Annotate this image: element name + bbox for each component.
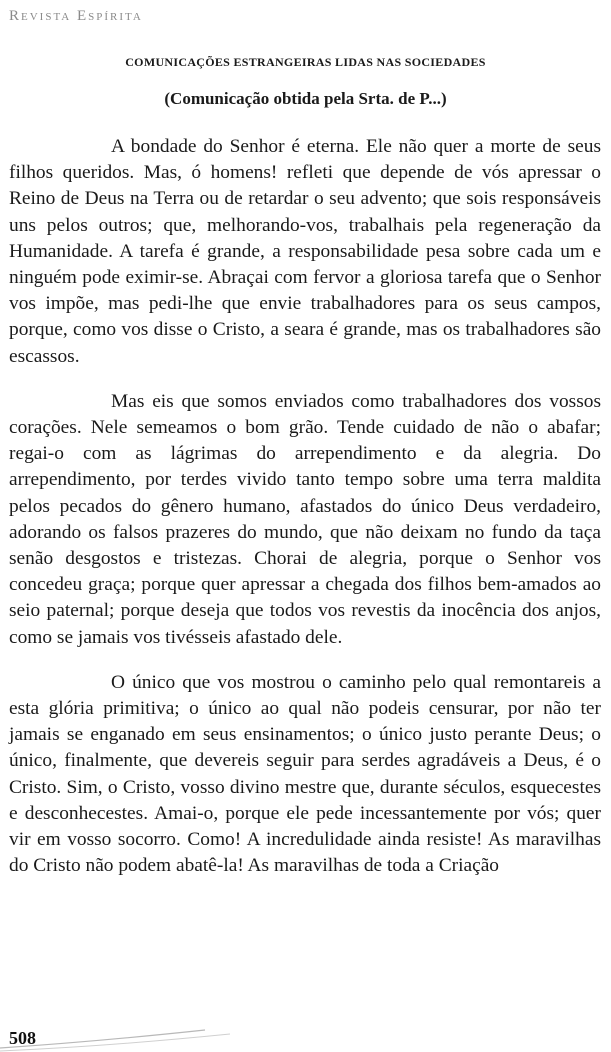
running-header: Revista Espírita <box>9 8 143 24</box>
page-number: 508 <box>9 1028 36 1048</box>
paragraph: Mas eis que somos enviados como trabalhadores dos vossos corações. Nele semeamos o bom grão. Tende cuidado de não o abafar; regai-o com as lágrimas do arrependimento e da alegria. Do arrependimento, por terdes vivido tanto tempo sobre uma terra maldita pelos pecados do gênero humano, afastados do único Deus verdadeiro, adorando os falsos prazeres do mundo, que não deixam no fundo da taça senão desgostos e tristezas. Chorai de alegria, porque o Senhor vos concedeu graça; porque quer apressar a chegada dos filhos bem-amados ao seio paternal; porque deseja que todos vos revestis da inocência dos anjos, como se jamais vos tivésseis afastado dele. <box>9 390 601 648</box>
body-text <box>9 134 601 898</box>
section-title: COMUNICAÇÕES ESTRANGEIRAS LIDAS NAS SOCIEDADES <box>125 55 486 69</box>
paragraph: A bondade do Senhor é eterna. Ele não quer a morte de seus filhos queridos. Mas, ó homens! refleti que depende de vós apressar o Reino de Deus na Terra ou de retardar o seu advento; que sois responsáveis uns pelos outros; que, melhorando-vos, trabalhais pela regeneração da Humanidade. A tarefa é grande, a responsabilidade pesa sobre cada um e ninguém pode eximir-se. Abraçai com fervor a gloriosa tarefa que o Senhor vos impõe, mas pedi-lhe que envie trabalhadores para os seus campos, porque, como vos disse o Cristo, a seara é grande, mas os trabalhadores são escassos. <box>9 136 601 367</box>
page-corner-swoosh-decoration <box>0 1022 240 1052</box>
paragraph: O único que vos mostrou o caminho pelo qual remontareis a esta glória primitiva; o único ao qual não podeis censurar, por não ter jamais se enganado em seus ensinamentos; o único justo perante Deus; o único, finalmente, que devereis seguir para serdes agradáveis a Deus, é o Cristo. Sim, o Cristo, vosso divino mestre que, durante séculos, esquecestes e desconhecestes. Amai-o, porque ele pede incessantemente por vós; quer vir em vosso socorro. Como! A incredulidade ainda resiste! As maravilhas do Cristo não podem abatê-la! As maravilhas de toda a Criação <box>9 671 601 877</box>
communication-subtitle: (Comunicação obtida pela Srta. de P...) <box>164 89 447 108</box>
